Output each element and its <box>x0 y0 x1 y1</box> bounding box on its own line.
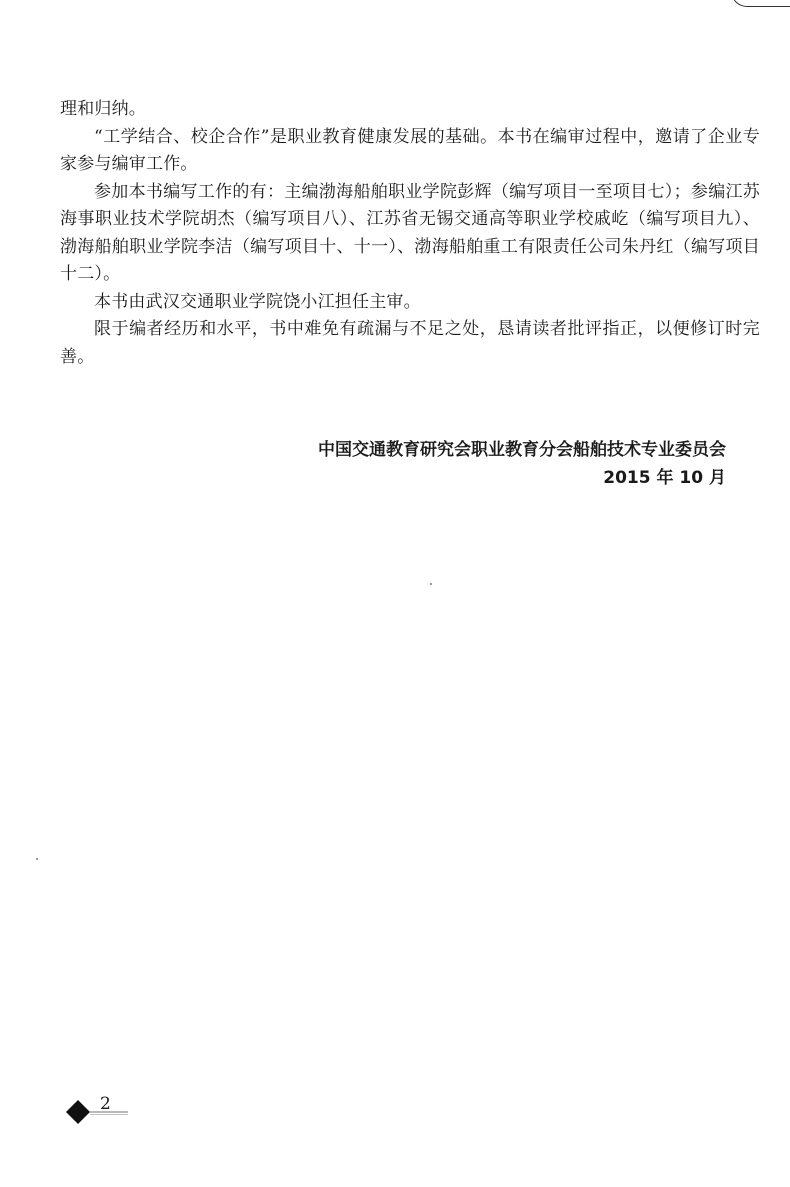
scan-speck <box>430 583 432 585</box>
body-text <box>60 96 760 371</box>
paragraph-continuation: 理和归纳。 <box>60 99 146 119</box>
corner-decoration <box>731 0 790 7</box>
signature-block <box>318 436 726 492</box>
page-number: 2 <box>100 1094 111 1114</box>
paragraph-authors: 参加本书编写工作的有：主编渤海船舶职业学院彭辉（编写项目一至项目七）；参编江苏海事职业技术学院胡杰（编写项目八）、江苏省无锡交通高等职业学校戚屹（编写项目九）、渤海船舶职业学院李洁（编写项目十、十一）、渤海船舶重工有限责任公司朱丹红（编写项目十二）。 <box>60 181 760 284</box>
paragraph-chief-reviewer: 本书由武汉交通职业学院饶小江担任主审。 <box>94 291 421 312</box>
signature-organization: 中国交通教育研究会职业教育分会船舶技术专业委员会 <box>318 440 726 460</box>
paragraph-school-enterprise: “工学结合、校企合作”是职业教育健康发展的基础。本书在编审过程中，邀请了企业专家参与编审工作。 <box>60 126 760 174</box>
signature-date: 2015 年 10 月 <box>603 468 726 488</box>
paragraph-closing: 限于编者经历和水平，书中难免有疏漏与不足之处，恳请读者批评指正，以便修订时完善。 <box>60 319 760 367</box>
scan-speck <box>36 858 38 860</box>
page-number-marker-icon <box>64 1098 128 1138</box>
